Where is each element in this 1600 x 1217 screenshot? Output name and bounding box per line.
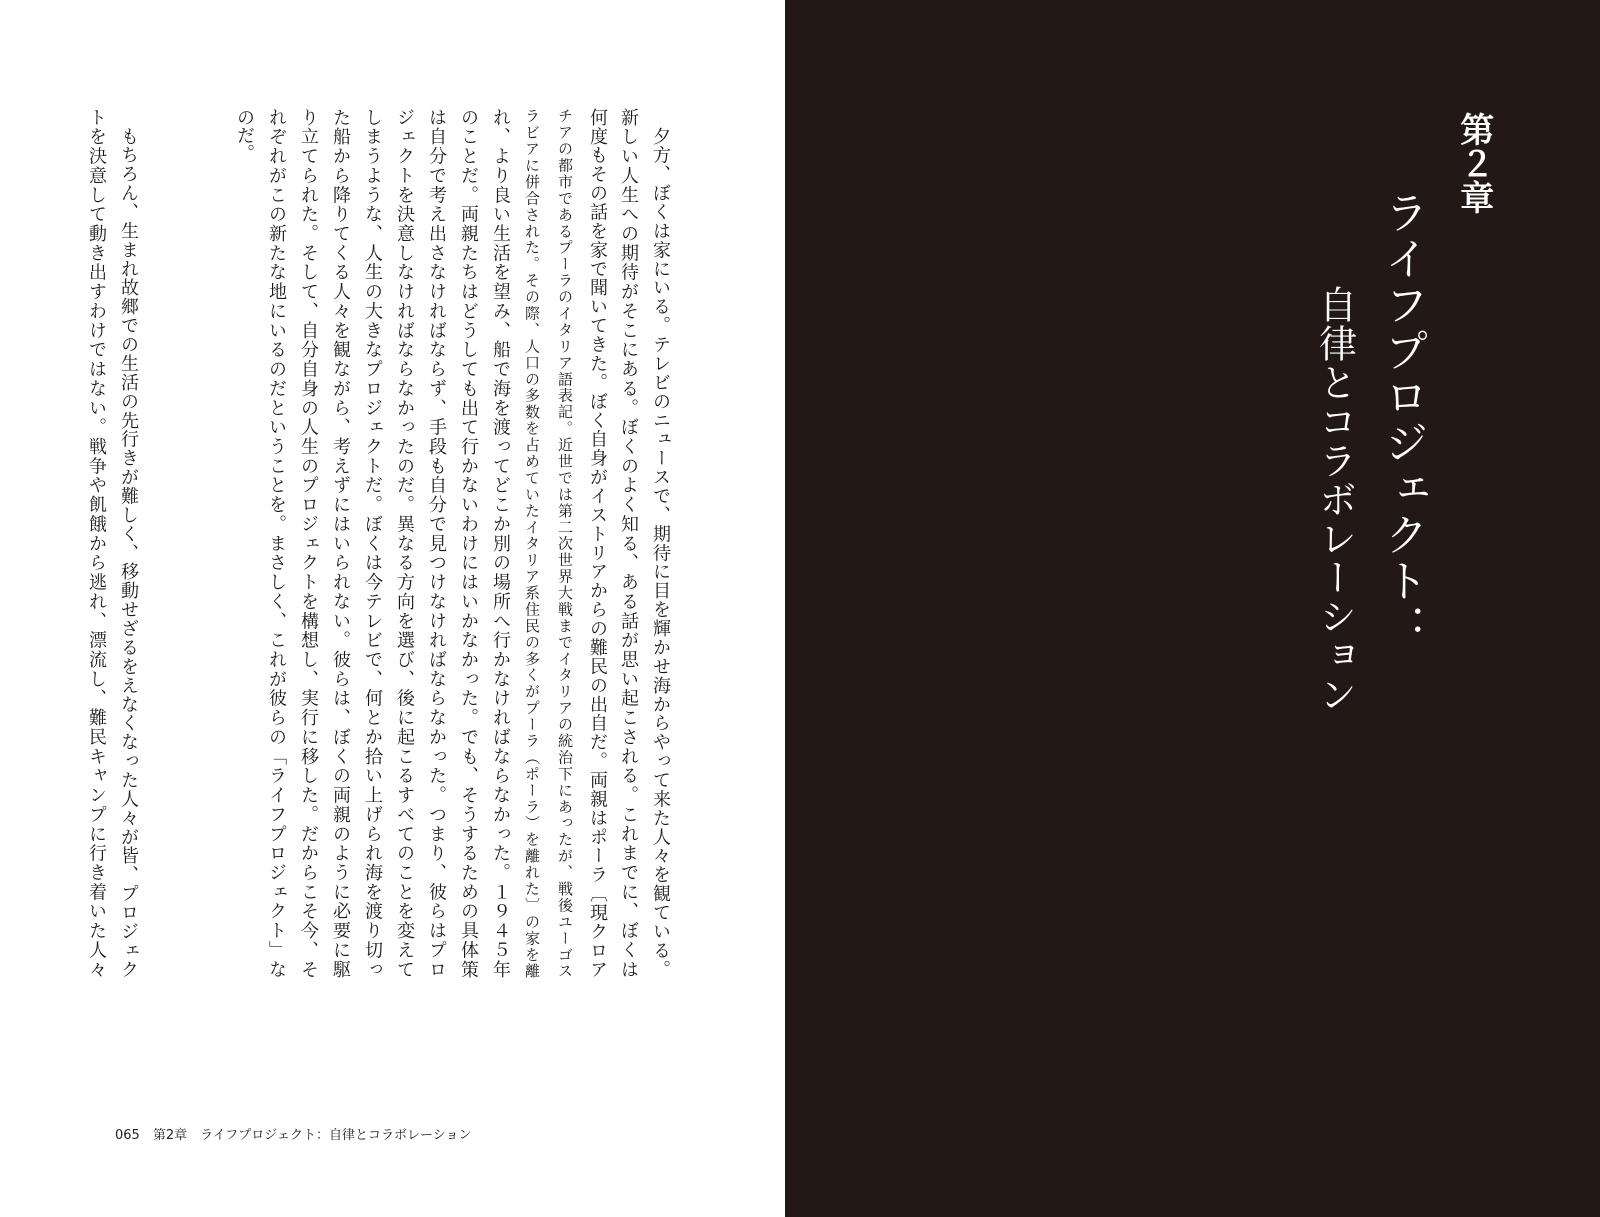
- body-line: トを決意して動き出すわけではない。戦争や飢餓から逃れ、漂流し、難民キャンプに行き着いた人々: [86, 108, 107, 979]
- body-line: のことだ。両親たちはどうしても出て行かないわけにはいかなかった。でも、そうするための具体策: [458, 108, 479, 978]
- chapter-title-page: [785, 0, 1600, 1217]
- body-line: ジェクトを決意しなければならなかったのだ。異なる方向を選び、後に起こるすべてのことを変えて: [394, 108, 415, 979]
- body-line: もちろん、生まれ故郷での生活の先行きが難しく、移動せざるをえなくなった人々が皆、プロジェク: [118, 108, 139, 978]
- body-line: 新しい人生への期待がそこにある。ぼくのよく知る、ある話が思い起こされる。これまでに、ぼくは: [618, 108, 639, 979]
- left-page: [0, 0, 785, 1217]
- body-line: しまうような、人生の大きなプロジェクトだ。ぼくは今テレビで、何とか拾い上げられ海を渡り切っ: [362, 108, 383, 979]
- chapter-title-line1: ライフプロジェクト：: [1376, 190, 1428, 650]
- running-footer: 065 第2章 ライフプロジェクト：自律とコラボレーション: [115, 1128, 472, 1143]
- body-line: た船から降りてくる人々を観ながら、考えずにはいられない。彼らは、ぼくの両親のように必要に駆: [330, 108, 351, 979]
- body-line: れぞれがこの新たな地にいるのだということを。まさしく、これが彼らの「ライフプロジェクト」な: [266, 108, 287, 978]
- body-line: のだ。: [234, 108, 255, 162]
- body-line-note: ラビアに併合された。その際、人口の多数を占めていたイタリア系住民の多くがプーラ（ポーラ）を離れた〕の家を離: [523, 108, 541, 979]
- body-line: り立てられた。そして、自分自身の人生のプロジェクトを構想し、実行に移した。だからこそ今、そ: [298, 108, 319, 978]
- body-line: 夕方、ぼくは家にいる。テレビのニュースで、期待に目を輝かせ海からやって来た人々を観ている。: [650, 108, 671, 979]
- body-line-note: チアの都市であるプーラのイタリア語表記。近世では第二次世界大戦までイタリアの統治下にあったが、戦後ユーゴス: [556, 108, 574, 978]
- body-line: 何度もその話を家で聞いてきた。ぼく自身がイストリアからの難民の出自だ。両親はポーラ〔現クロア: [587, 108, 608, 978]
- body-line: は自分で考え出さなければならず、手段も自分で見つけなければならなかった。つまり、彼らはプロ: [426, 108, 447, 978]
- chapter-label: 第２章: [1453, 112, 1494, 214]
- body-line: れ、より良い生活を望み、船で海を渡ってどこか別の場所へ行かなければならなかった。１９４５年: [490, 108, 511, 979]
- chapter-title-line2: 自律とコラボレーション: [1312, 285, 1357, 714]
